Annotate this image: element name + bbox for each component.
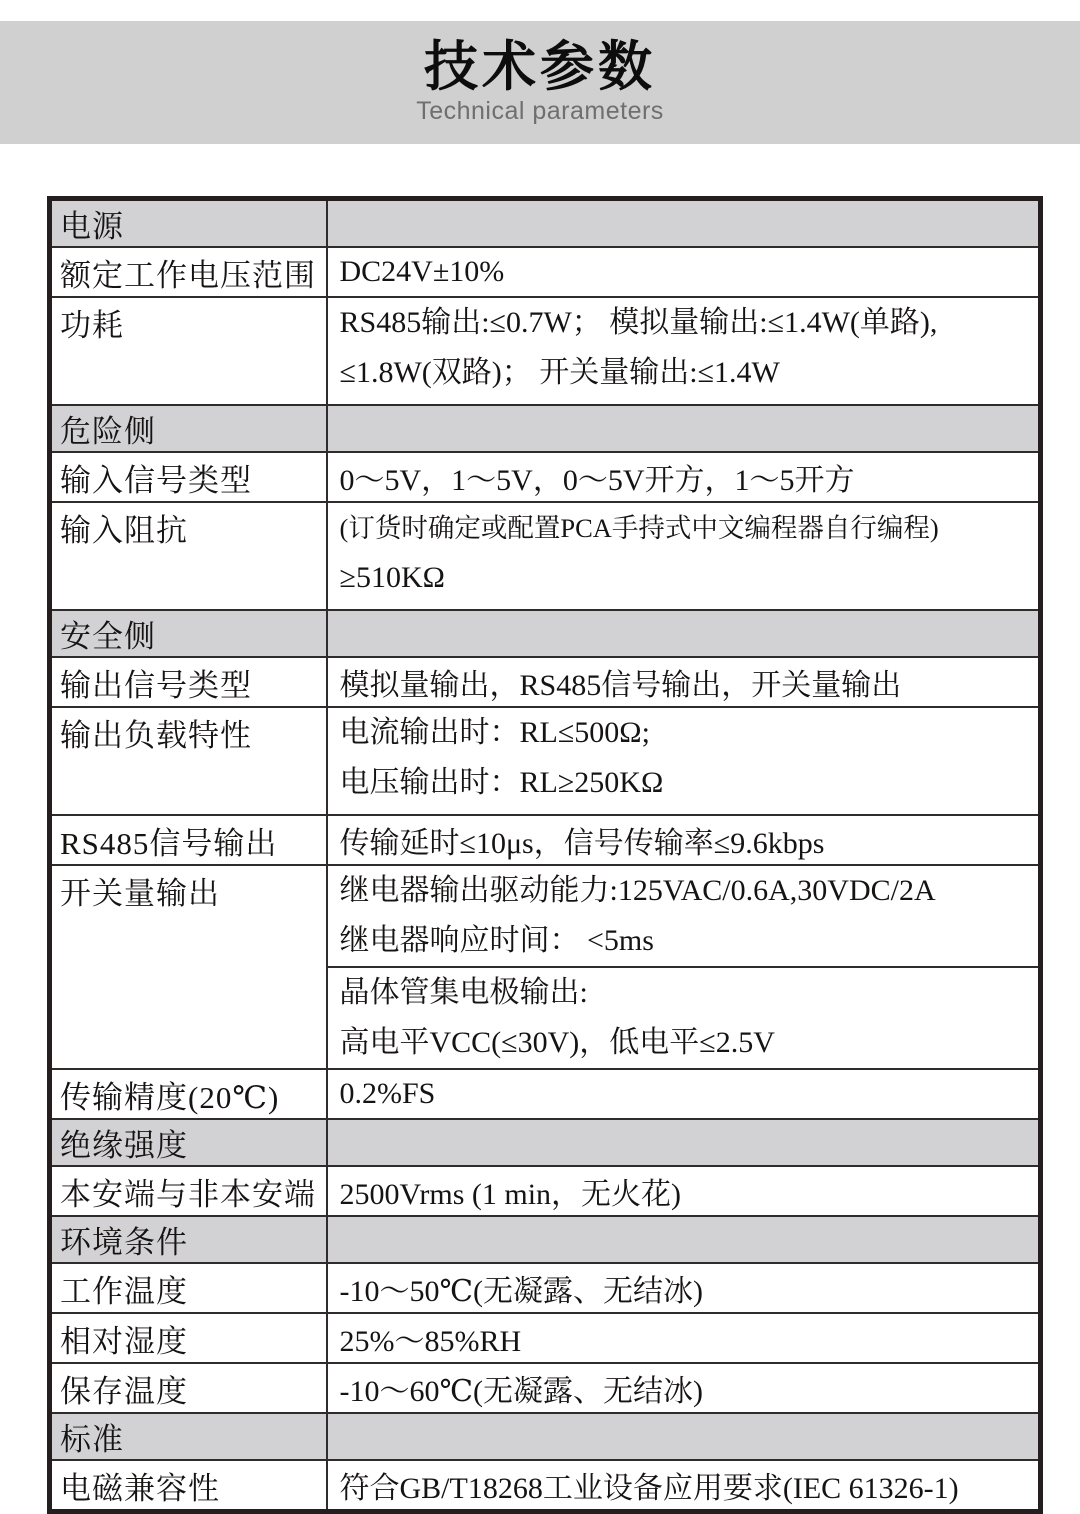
row-power-section (50, 199, 1041, 248)
value-line: ≥510KΩ (339, 561, 445, 594)
row-emc (50, 1460, 1041, 1512)
row-label: 电磁兼容性 (50, 1460, 327, 1512)
row-label: 保存温度 (50, 1363, 327, 1413)
section-empty-cell (327, 199, 1041, 248)
value-line: RS485输出:≤0.7W； 模拟量输出:≤1.4W(单路), (339, 306, 938, 339)
row-label: 功耗 (50, 297, 327, 405)
row-value (327, 1263, 1041, 1313)
row-label: 相对湿度 (50, 1313, 327, 1363)
row-label: 输入阻抗 (50, 502, 327, 610)
row-standard-section (50, 1413, 1041, 1460)
row-value (327, 1460, 1041, 1512)
row-value (327, 502, 1041, 610)
row-value (327, 657, 1041, 707)
row-hazard-side-section (50, 405, 1041, 452)
row-value (327, 815, 1041, 865)
section-label: 安全侧 (50, 610, 327, 657)
page-title: 技术参数 (424, 37, 656, 97)
value-line: 25%～85%RH (339, 1325, 522, 1358)
row-value (327, 707, 1041, 815)
value-line: 模拟量输出，RS485信号输出，开关量输出 (339, 669, 902, 702)
row-output-signal-type (50, 657, 1041, 707)
value-line: 电压输出时：RL≥250KΩ (339, 766, 664, 799)
section-label: 危险侧 (50, 405, 327, 452)
section-empty-cell (327, 610, 1041, 657)
row-label: 本安端与非本安端 (50, 1166, 327, 1216)
section-empty-cell (327, 405, 1041, 452)
row-relative-humidity (50, 1313, 1041, 1363)
row-rated-voltage (50, 247, 1041, 297)
value-line: -10～60℃(无凝露、无结冰) (339, 1375, 704, 1408)
value-line: 传输延时≤10μs，信号传输率≤9.6kbps (339, 827, 825, 860)
row-label: RS485信号输出 (50, 815, 327, 865)
row-label: 输入信号类型 (50, 452, 327, 502)
row-value (327, 247, 1041, 297)
row-insulation-section (50, 1119, 1041, 1166)
section-empty-cell (327, 1413, 1041, 1460)
value-line: 继电器响应时间： <5ms (339, 924, 654, 957)
section-label: 标准 (50, 1413, 327, 1460)
row-value-relay (327, 865, 1041, 967)
row-output-load (50, 707, 1041, 815)
row-operating-temp (50, 1263, 1041, 1313)
value-line: -10～50℃(无凝露、无结冰) (339, 1275, 704, 1308)
section-label: 电源 (50, 199, 327, 248)
value-line: DC24V±10% (339, 255, 505, 288)
row-value (327, 297, 1041, 405)
value-line: 0.2%FS (339, 1077, 436, 1110)
title-banner (0, 21, 1080, 144)
row-transmission-accuracy (50, 1069, 1041, 1119)
section-label: 环境条件 (50, 1216, 327, 1263)
value-line: 晶体管集电极输出: (339, 976, 588, 1009)
row-label: 开关量输出 (50, 865, 327, 1069)
page-subtitle: Technical parameters (416, 97, 664, 125)
row-rs485-output (50, 815, 1041, 865)
row-safe-side-section (50, 610, 1041, 657)
value-line: 高电平VCC(≤30V)，低电平≤2.5V (339, 1026, 775, 1059)
row-label: 输出负载特性 (50, 707, 327, 815)
row-input-signal-type (50, 452, 1041, 502)
value-line: 继电器输出驱动能力:125VAC/0.6A,30VDC/2A (339, 874, 936, 907)
spec-table (47, 196, 1043, 1514)
row-label: 工作温度 (50, 1263, 327, 1313)
row-label: 传输精度(20℃) (50, 1069, 327, 1119)
value-line: (订货时确定或配置PCA手持式中文编程器自行编程) (339, 513, 939, 543)
row-switch-output (50, 865, 1041, 967)
row-value (327, 1313, 1041, 1363)
row-label: 输出信号类型 (50, 657, 327, 707)
value-line: 0～5V，1～5V，0～5V开方，1～5开方 (339, 464, 855, 497)
row-label: 额定工作电压范围 (50, 247, 327, 297)
section-empty-cell (327, 1119, 1041, 1166)
value-line: 2500Vrms (1 min，无火花) (339, 1178, 682, 1211)
value-line: ≤1.8W(双路)； 开关量输出:≤1.4W (339, 356, 780, 389)
row-value (327, 1166, 1041, 1216)
row-value-transistor (327, 967, 1041, 1069)
value-line: 电流输出时：RL≤500Ω; (339, 716, 650, 749)
section-empty-cell (327, 1216, 1041, 1263)
row-value (327, 1363, 1041, 1413)
value-line: 符合GB/T18268工业设备应用要求(IEC 61326-1) (339, 1472, 959, 1505)
row-value (327, 1069, 1041, 1119)
row-input-impedance (50, 502, 1041, 610)
row-value (327, 452, 1041, 502)
row-storage-temp (50, 1363, 1041, 1413)
section-label: 绝缘强度 (50, 1119, 327, 1166)
row-environment-section (50, 1216, 1041, 1263)
row-power-consumption (50, 297, 1041, 405)
row-isolation-voltage (50, 1166, 1041, 1216)
